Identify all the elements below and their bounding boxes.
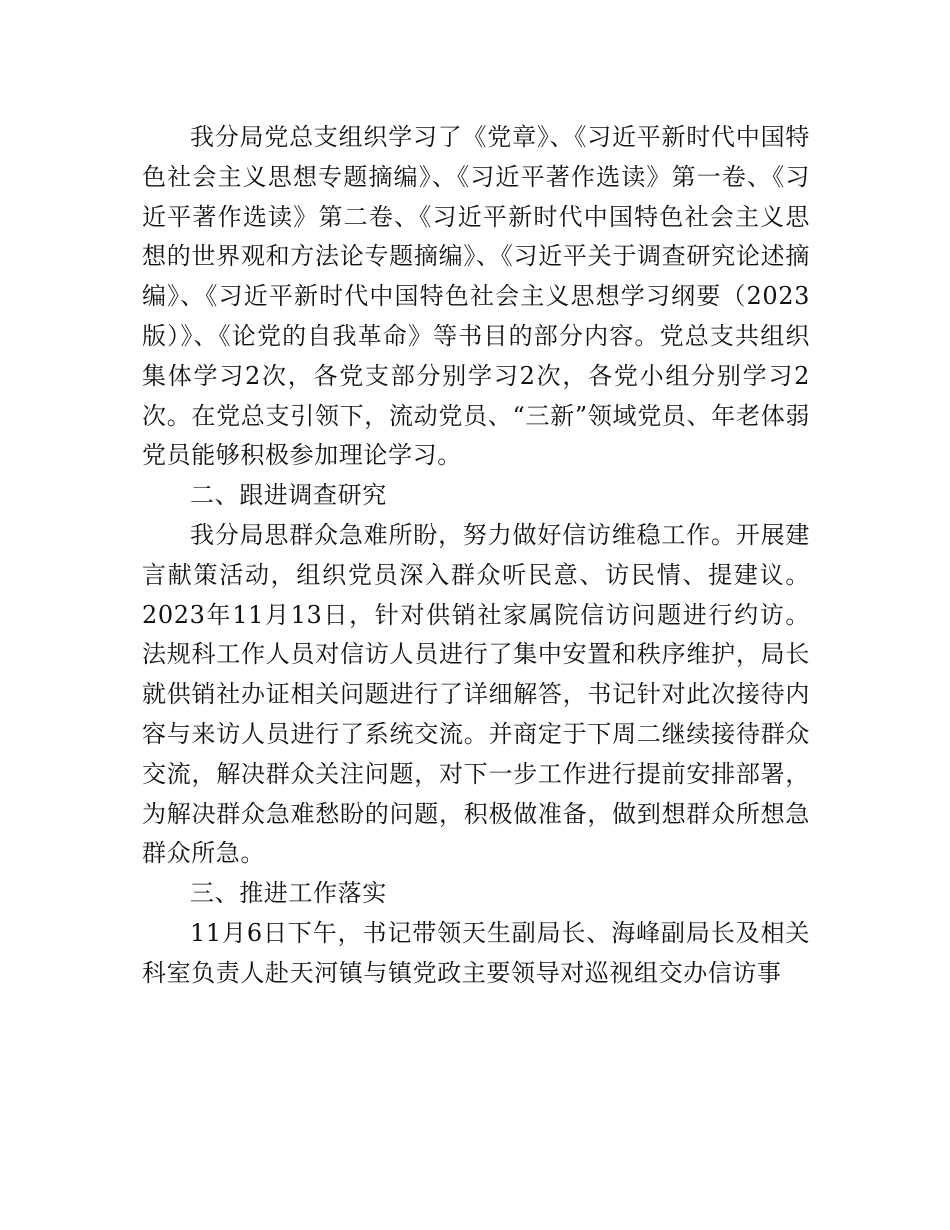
- paragraph-site-visit: 11月6日下午，书记带领天生副局长、海峰副局长及相关科室负责人赴天河镇与镇党政主要领导对巡视组交办信访事: [142, 918, 810, 987]
- section-heading-research: 二、跟进调查研究: [190, 481, 387, 510]
- section-heading-implementation: 三、推进工作落实: [190, 879, 387, 908]
- paragraph-study: 我分局党总支组织学习了《党章》、《习近平新时代中国特色社会主义思想专题摘编》、《习近平著作选读》第一卷、《习近平著作选读》第二卷、《习近平新时代中国特色社会主义思想的世界观和方法论专题摘编》、《习近平关于调查研究论述摘编》、《习近平新时代中国特色社会主义思想学习纲要（2023版）》、《论党的自我革命》等书目的部分内容。党总支共组织集体学习2次，各党支部分别学习2次，各党小组分别学习2次。在党总支引领下，流动党员、“三新”领域党员、年老体弱党员能够积极参加理论学习。: [142, 123, 810, 470]
- paragraph-petition-work: 我分局思群众急难所盼，努力做好信访维稳工作。开展建言献策活动，组织党员深入群众听民意、访民情、提建议。2023年11月13日，针对供销社家属院信访问题进行约访。法规科工作人员对信访人员进行了集中安置和秩序维护，局长就供销社办证相关问题进行了详细解答，书记针对此次接待内容与来访人员进行了系统交流。并商定于下周二继续接待群众交流，解决群众关注问题，对下一步工作进行提前安排部署，为解决群众急难愁盼的问题，积极做准备，做到想群众所想急群众所急。: [142, 520, 810, 868]
- document-body: [142, 118, 810, 994]
